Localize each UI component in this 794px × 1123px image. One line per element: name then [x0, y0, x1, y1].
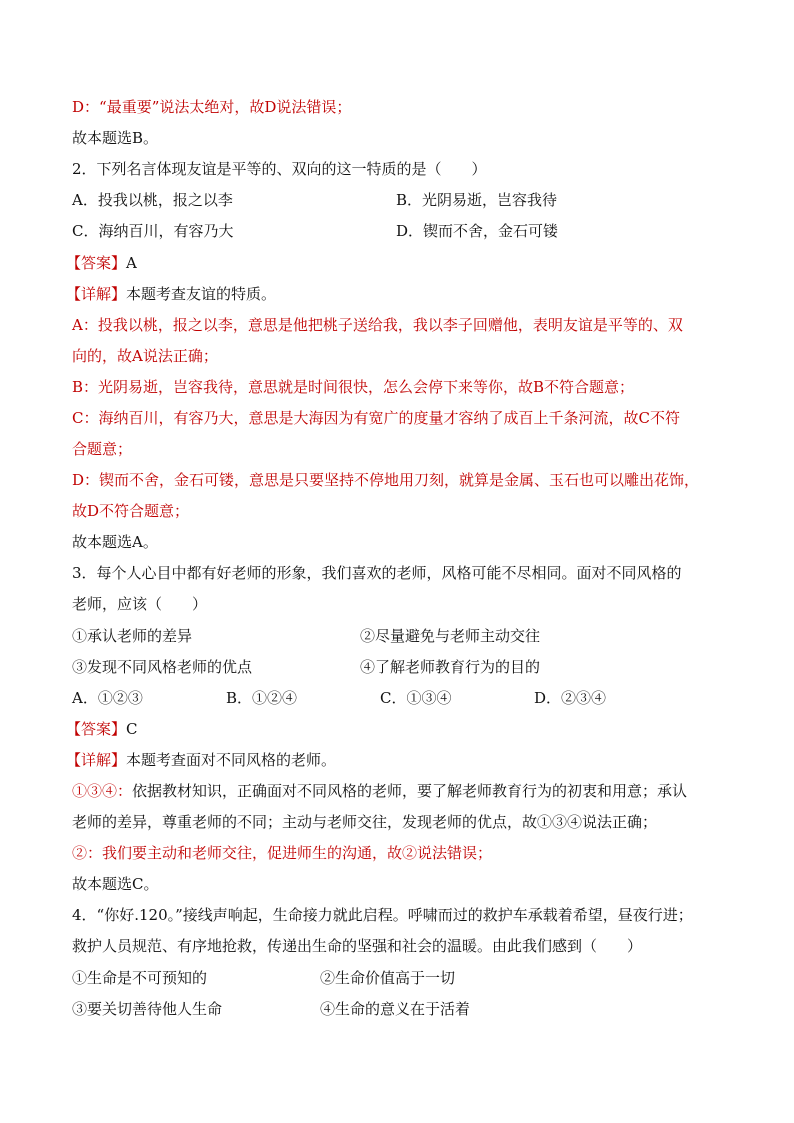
- q3-analysis-line1: [72, 781, 687, 801]
- q2-analysis-line: D：锲而不舍，金石可镂，意思是只要坚持不停地用刀刻，就算是金属、玉石也可以雕出花饰，: [72, 471, 700, 489]
- q3-answer-label: 【答案】: [66, 720, 127, 738]
- q4-item-1: ①生命是不可预知的: [72, 969, 208, 987]
- q3-stem-line2: 老师，应该（ ）: [72, 595, 208, 613]
- q3-answer-value: C: [126, 720, 138, 738]
- q2-stem: 2．下列名言体现友谊是平等的、双向的这一特质的是（ ）: [72, 160, 487, 178]
- q3-analysis-prefix: ①③④：: [72, 782, 133, 800]
- q3-detail-text: 本题考查面对不同风格的老师。: [126, 751, 337, 769]
- q3-detail-label: 【详解】: [66, 751, 127, 769]
- q3-analysis-line2: 老师的差异，尊重老师的不同；主动与老师交往，发现老师的优点，故①③④说法正确；: [72, 813, 658, 831]
- q2-option-c: C．海纳百川，有容乃大: [72, 222, 234, 240]
- q4-stem-line2: 救护人员规范、有序地抢救，传递出生命的坚强和社会的温暖。由此我们感到（ ）: [72, 937, 643, 955]
- q3-answer: [66, 719, 138, 739]
- q2-detail: [66, 284, 276, 304]
- q3-option-d: D．②③④: [534, 689, 607, 707]
- q4-item-3: ③要关切善待他人生命: [72, 1000, 223, 1018]
- q2-analysis-line: 向的，故A说法正确；: [72, 347, 218, 365]
- q2-analysis-line: 合题意；: [72, 440, 133, 458]
- q3-option-b: B．①②④: [226, 689, 298, 707]
- q2-detail-text: 本题考查友谊的特质。: [126, 285, 277, 303]
- q3-conclusion: 故本题选C。: [72, 875, 159, 893]
- q2-analysis-line: C：海纳百川，有容乃大，意思是大海因为有宽广的度量才容纳了成百上千条河流，故C不符: [72, 409, 680, 427]
- q2-conclusion: 故本题选A。: [72, 533, 158, 551]
- q2-analysis-line: 故D不符合题意；: [72, 502, 190, 520]
- q3-analysis-line1-text: 依据教材知识，正确面对不同风格的老师，要了解老师教育行为的初衷和用意；承认: [132, 782, 688, 800]
- q2-answer-value: A: [126, 254, 137, 272]
- q3-option-a: A．①②③: [72, 689, 143, 707]
- q2-detail-label: 【详解】: [66, 285, 127, 303]
- q3-item-4: ④了解老师教育行为的目的: [360, 658, 541, 676]
- q3-item-2: ②尽量避免与老师主动交往: [360, 627, 541, 645]
- q4-stem-line1: 4．“你好.120。”接线声响起，生命接力就此启程。呼啸而过的救护车承载着希望，昼夜行进；: [72, 906, 693, 924]
- q2-answer-label: 【答案】: [66, 254, 127, 272]
- q4-item-4: ④生命的意义在于活着: [320, 1000, 471, 1018]
- q3-item-3: ③发现不同风格老师的优点: [72, 658, 253, 676]
- q3-analysis-line3: ②：我们要主动和老师交往，促进师生的沟通，故②说法错误；: [72, 844, 493, 862]
- q2-analysis-line: A：投我以桃，报之以李，意思是他把桃子送给我，我以李子回赠他，表明友谊是平等的、双: [72, 316, 683, 334]
- q2-option-a: A．投我以桃，报之以李: [72, 191, 233, 209]
- prev-option-d-analysis: D：“最重要”说法太绝对，故D说法错误；: [72, 98, 352, 116]
- q2-analysis-line: B：光阴易逝，岂容我待，意思就是时间很快，怎么会停下来等你，故B不符合题意；: [72, 378, 635, 396]
- prev-conclusion: 故本题选B。: [72, 129, 159, 147]
- q2-option-b: B．光阴易逝，岂容我待: [396, 191, 558, 209]
- q3-stem-line1: 3．每个人心目中都有好老师的形象，我们喜欢的老师，风格可能不尽相同。面对不同风格的: [72, 564, 682, 582]
- q2-option-d: D．锲而不舍，金石可镂: [396, 222, 559, 240]
- q3-option-c: C．①③④: [380, 689, 452, 707]
- q4-item-2: ②生命价值高于一切: [320, 969, 456, 987]
- q2-answer: [66, 253, 137, 273]
- q3-item-1: ①承认老师的差异: [72, 627, 193, 645]
- q3-detail: [66, 750, 336, 770]
